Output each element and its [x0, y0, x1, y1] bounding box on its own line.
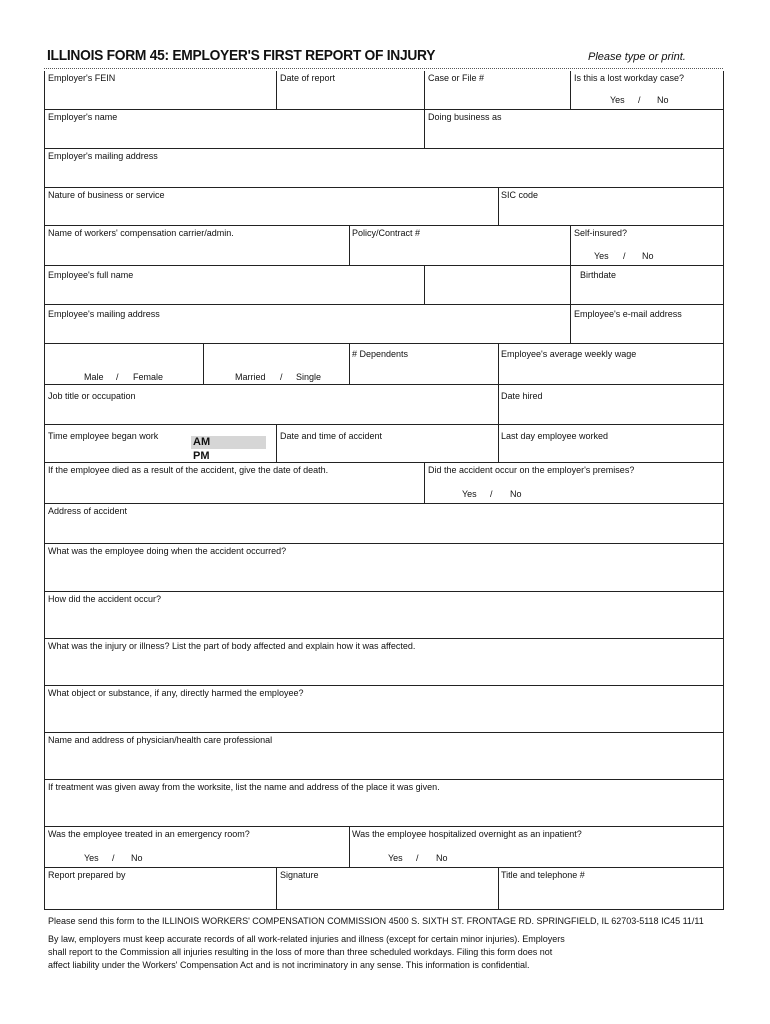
er-separator: /: [112, 853, 115, 863]
employer-mailing-field[interactable]: Employer's mailing address: [48, 151, 158, 161]
am-option[interactable]: AM: [193, 436, 211, 448]
col-divider: [276, 71, 277, 109]
legal-notice-line-2: shall report to the Commission all injuries resulting in the loss of more than three scheduled workdays. Filing this form does not: [48, 947, 553, 957]
form-title: ILLINOIS FORM 45: EMPLOYER'S FIRST REPORT OF INJURY: [47, 47, 436, 64]
birthdate-field[interactable]: Birthdate: [580, 270, 617, 280]
row-divider: [44, 591, 723, 592]
row-divider: [44, 187, 723, 188]
employer-name-field[interactable]: Employer's name: [48, 112, 118, 122]
col-divider: [498, 867, 499, 909]
employee-email-field[interactable]: Employee's e-mail address: [574, 309, 682, 319]
self-insured-separator: /: [623, 251, 626, 261]
er-question: Was the employee treated in an emergency room?: [48, 829, 250, 839]
date-hired-field[interactable]: Date hired: [501, 391, 543, 401]
col-divider: [203, 343, 204, 384]
self-insured-yes[interactable]: Yes: [594, 251, 609, 261]
legal-notice-line-1: By law, employers must keep accurate records of all work-related injuries and illness (except for certain minor injuries). Employers: [48, 934, 565, 944]
hospitalized-no[interactable]: No: [436, 853, 448, 863]
premises-separator: /: [490, 489, 493, 499]
legal-notice-line-3: affect liability under the Workers' Compensation Act and is not incriminatory in any sense. This information is confidential.: [48, 960, 530, 970]
row-divider: [44, 543, 723, 544]
row-divider: [44, 424, 723, 425]
sex-separator: /: [116, 372, 119, 382]
employer-fein-field[interactable]: Employer's FEIN: [48, 73, 116, 83]
col-divider: [424, 265, 425, 304]
nature-of-business-field[interactable]: Nature of business or service: [48, 190, 165, 200]
hospitalized-separator: /: [416, 853, 419, 863]
treatment-away-field[interactable]: If treatment was given away from the worksite, list the name and address of the place it was given.: [48, 782, 440, 792]
marital-separator: /: [280, 372, 283, 382]
row-divider: [44, 384, 723, 385]
employee-mailing-field[interactable]: Employee's mailing address: [48, 309, 160, 319]
pm-option[interactable]: PM: [193, 450, 210, 462]
carrier-field[interactable]: Name of workers' compensation carrier/admin.: [48, 228, 234, 238]
physician-field[interactable]: Name and address of physician/health care professional: [48, 735, 273, 745]
row-divider: [44, 109, 723, 110]
last-day-worked-field[interactable]: Last day employee worked: [501, 431, 609, 441]
col-divider: [498, 343, 499, 424]
premises-question: Did the accident occur on the employer's premises?: [428, 465, 635, 475]
signature-field[interactable]: Signature: [280, 870, 319, 880]
weekly-wage-field[interactable]: Employee's average weekly wage: [501, 349, 637, 359]
date-of-death-field[interactable]: If the employee died as a result of the accident, give the date of death.: [48, 465, 329, 475]
row-divider: [44, 779, 723, 780]
sex-male[interactable]: Male: [84, 372, 104, 382]
print-instruction: Please type or print.: [588, 51, 686, 63]
lost-workday-separator: /: [638, 95, 641, 105]
row-divider: [44, 304, 723, 305]
date-of-report-field[interactable]: Date of report: [280, 73, 336, 83]
address-of-accident-field[interactable]: Address of accident: [48, 506, 128, 516]
object-field[interactable]: What object or substance, if any, directly harmed the employee?: [48, 688, 304, 698]
lost-workday-question: Is this a lost workday case?: [574, 73, 685, 83]
premises-yes[interactable]: Yes: [462, 489, 477, 499]
dependents-field[interactable]: # Dependents: [352, 349, 409, 359]
col-divider: [424, 462, 425, 503]
col-divider: [276, 867, 277, 909]
case-file-field[interactable]: Case or File #: [428, 73, 485, 83]
col-divider: [570, 225, 571, 343]
self-insured-no[interactable]: No: [642, 251, 654, 261]
er-yes[interactable]: Yes: [84, 853, 99, 863]
row-divider: [44, 225, 723, 226]
col-divider: [349, 826, 350, 867]
row-divider: [44, 867, 723, 868]
doing-when-field[interactable]: What was the employee doing when the accident occurred?: [48, 546, 287, 556]
prepared-by-field[interactable]: Report prepared by: [48, 870, 126, 880]
row-divider: [44, 503, 723, 504]
employee-name-field[interactable]: Employee's full name: [48, 270, 134, 280]
title-phone-field[interactable]: Title and telephone #: [501, 870, 585, 880]
er-no[interactable]: No: [131, 853, 143, 863]
policy-field[interactable]: Policy/Contract #: [352, 228, 421, 238]
job-title-field[interactable]: Job title or occupation: [48, 391, 136, 401]
col-divider: [570, 71, 571, 109]
how-occur-field[interactable]: How did the accident occur?: [48, 594, 162, 604]
col-divider: [424, 71, 425, 148]
time-began-field[interactable]: Time employee began work: [48, 431, 159, 441]
row-divider: [44, 343, 723, 344]
row-divider: [44, 462, 723, 463]
marital-single[interactable]: Single: [296, 372, 322, 382]
row-divider: [44, 148, 723, 149]
doing-business-as-field[interactable]: Doing business as: [428, 112, 502, 122]
row-divider: [44, 685, 723, 686]
col-divider: [349, 225, 350, 265]
row-divider: [44, 638, 723, 639]
hospitalized-yes[interactable]: Yes: [388, 853, 403, 863]
lost-workday-no[interactable]: No: [657, 95, 669, 105]
lost-workday-yes[interactable]: Yes: [610, 95, 625, 105]
sex-female[interactable]: Female: [133, 372, 164, 382]
sic-code-field[interactable]: SIC code: [501, 190, 539, 200]
col-divider: [349, 343, 350, 384]
hospitalized-question: Was the employee hospitalized overnight as an inpatient?: [352, 829, 582, 839]
row-divider: [44, 265, 723, 266]
col-divider: [498, 187, 499, 225]
row-divider: [44, 826, 723, 827]
col-divider: [276, 424, 277, 462]
col-divider: [498, 424, 499, 462]
premises-no[interactable]: No: [510, 489, 522, 499]
marital-married[interactable]: Married: [235, 372, 266, 382]
injury-field[interactable]: What was the injury or illness? List the part of body affected and explain how it was affected.: [48, 641, 416, 651]
send-instructions: Please send this form to the ILLINOIS WORKERS' COMPENSATION COMMISSION 4500 S. SIXTH ST. FRONTAGE RD. SPRINGFIELD, IL 62703-5118 IC45 11/11: [48, 916, 704, 926]
row-divider: [44, 732, 723, 733]
date-time-accident-field[interactable]: Date and time of accident: [280, 431, 383, 441]
self-insured-question: Self-insured?: [574, 228, 628, 238]
header-rule: [44, 68, 723, 69]
